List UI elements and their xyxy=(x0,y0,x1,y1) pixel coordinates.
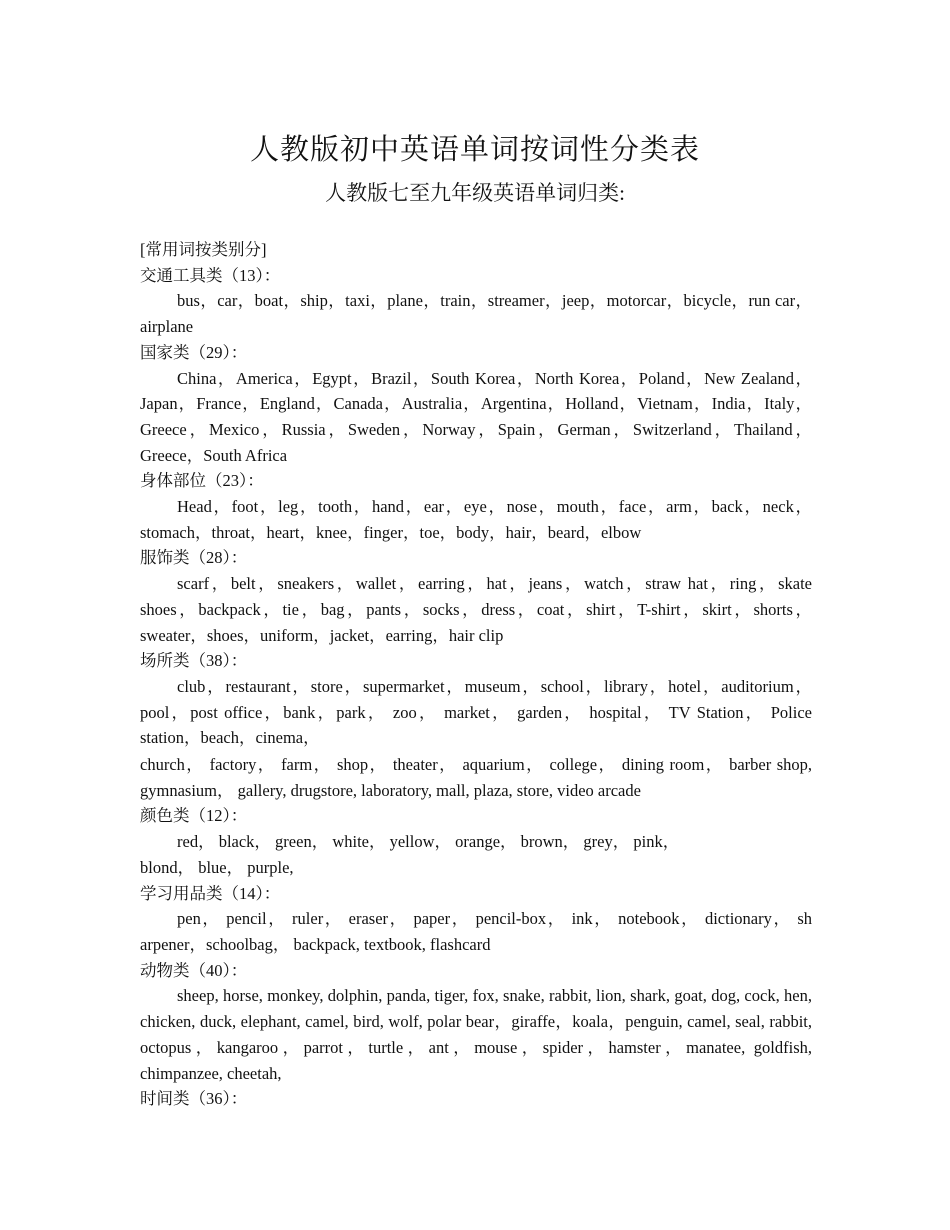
page-title: 人教版初中英语单词按词性分类表 xyxy=(249,134,700,166)
section-text-clothing: scarf，belt，sneakers，wallet，earring，hat，jeans，watch，straw hat，ring，skate shoes，backpack，tie，bag，pants，socks，dress，coat，shirt，T-shirt，skirt，shorts，sweater，shoes，uniform，jacket，earring，hair clip xyxy=(140,574,812,645)
section-text-transport: bus，car，boat，ship，taxi，plane，train，streamer，jeep，motorcar，bicycle，run car，airplane xyxy=(140,291,812,337)
section-heading-animals: 动物类（40）： xyxy=(140,960,248,980)
section-heading-colors: 颜色类（12）： xyxy=(140,806,248,826)
intro-label: [常用词按类别分] xyxy=(140,240,267,259)
section-text-places: club，restaurant，store，supermarket，museum，school，library，hotel，auditorium，pool，post office，bank，park， zoo， market， garden， hospital， TV Station， Police station，beach，cinema， xyxy=(140,676,812,748)
section-text-countries: China，America，Egypt，Brazil，South Korea，North Korea，Poland，New Zealand，Japan，France，England，Canada，Australia，Argentina，Holland，Vietnam，India，Italy，Greece，Mexico，Russia，Sweden，Norway，Spain，German，Switzerland，Thailand，Greece，South Africa xyxy=(140,368,812,465)
section-heading-body-parts: 身体部位（23）： xyxy=(140,471,264,491)
section-text-animals: sheep, horse, monkey, dolphin, panda, tiger, fox, snake, rabbit, lion, shark, goat, dog, cock, hen, chicken, duck, elephant, camel, bird, wolf, polar bear，giraffe，koala，penguin, camel, seal, rabbit, octopus，kangaroo，parrot，turtle，ant，mouse，spider，hamster，manatee, goldfish, chimpanzee, cheetah, xyxy=(140,986,812,1083)
section-text-colors-continued: blond， blue， purple, xyxy=(140,857,294,877)
section-text-body-parts: Head，foot，leg，tooth，hand，ear，eye，nose，mouth，face，arm，back，neck，stomach，throat，heart，knee，finger，toe，body，hair，beard，elbow xyxy=(140,497,812,542)
section-text-colors: red， black， green， white， yellow， orange， brown， grey， pink， xyxy=(177,832,680,852)
section-text-school-supplies: pen， pencil， ruler， eraser， paper， pencil-box， ink， notebook， dictionary， sh arpener，schoolbag， backpack, textbook, flashcard xyxy=(140,909,812,954)
document-body xyxy=(140,237,812,1112)
section-heading-clothing: 服饰类（28）： xyxy=(140,548,248,568)
section-heading-places: 场所类（38）： xyxy=(140,651,248,671)
section-heading-countries: 国家类（29）： xyxy=(140,342,248,362)
page-subtitle: 人教版七至九年级英语单词归类: xyxy=(325,181,625,205)
section-heading-transport: 交通工具类（13）： xyxy=(140,265,281,285)
section-heading-time: 时间类（36）： xyxy=(140,1089,248,1109)
section-text-places-continued: church， factory， farm， shop， theater， aquarium， college， dining room， barber shop, gymnasium， gallery, drugstore, laboratory, mall, plaza, store, video arcade xyxy=(140,755,812,800)
section-heading-school-supplies: 学习用品类（14）： xyxy=(140,883,281,903)
